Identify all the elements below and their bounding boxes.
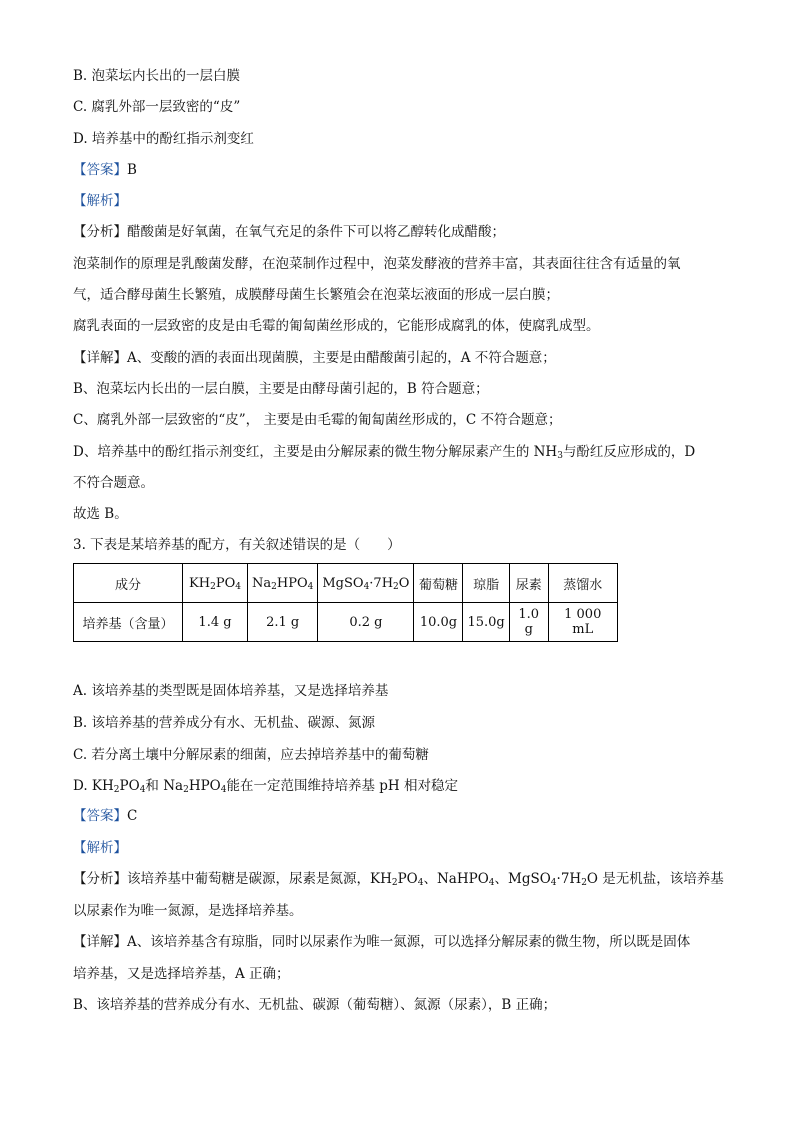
table-cell: 1.4 g <box>183 603 248 642</box>
table-row-label: 培养基（含量） <box>74 603 183 642</box>
xiangjie-a-text: A、该培养基含有琼脂，同时以尿素作为唯一氮源，可以选择分解尿素的微生物，所以既是固体 <box>127 934 691 950</box>
option-b: B. 泡菜坛内长出的一层白膜 <box>73 68 241 84</box>
table-cell: 尿素 <box>509 564 548 603</box>
table-cell: 15.0g <box>463 603 509 642</box>
conclusion: 故选 B。 <box>73 506 128 522</box>
table-cell: 2.1 g <box>248 603 318 642</box>
analysis-label: 【解析】 <box>73 193 127 209</box>
table-cell: $Na_2HPO_4$ <box>248 564 318 603</box>
paragraph-line: 泡菜制作的原理是乳酸菌发酵，在泡菜制作过程中，泡菜发酵液的营养丰富，其表面往往含有适量的氧 <box>73 256 681 272</box>
detail-d-text: 与酚红反应形成的，D <box>562 444 696 460</box>
table-cell: 1 000 mL <box>548 603 617 642</box>
table-cell: $MgSO_4\cdot 7H_2O$ <box>318 564 414 603</box>
fenxi-text: 醋酸菌是好氧菌，在氧气充足的条件下可以将乙醇转化成醋酸； <box>127 224 505 240</box>
detail-d-text: D、培养基中的酚红指示剂变红，主要是由分解尿素的微生物分解尿素产生的 NH <box>73 444 558 460</box>
xiangjie-label: 【详解】 <box>73 350 127 366</box>
answer-label: 【答案】 <box>73 808 127 824</box>
table-cell: 琼脂 <box>463 564 509 603</box>
answer-line <box>73 160 734 180</box>
paragraph-line: 以尿素作为唯一氮源，是选择培养基。 <box>73 903 303 919</box>
xiangjie-a-text: A、变酸的酒的表面出现菌膜，主要是由醋酸菌引起的，A 不符合题意； <box>127 350 556 366</box>
detail-c: C、腐乳外部一层致密的“皮”， 主要是由毛霉的匍匐菌丝形成的，C 不符合题意； <box>73 412 562 428</box>
detail-a <box>73 932 734 952</box>
answer-value: C <box>127 808 138 824</box>
detail-a-continued: 培养基，又是选择培养基，A 正确； <box>73 966 290 982</box>
detail-b: B、该培养基的营养成分有水、无机盐、碳源（葡萄糖）、氮源（尿素），B 正确； <box>73 997 557 1013</box>
option-d: D. $KH_2PO_4$和 $Na_2HPO_4$能在一定范围维持培养基 pH 相对稳定 <box>73 778 458 795</box>
table-cell: 1.0 g <box>509 603 548 642</box>
table-row <box>74 564 618 603</box>
analysis-fenxi <box>73 222 734 242</box>
medium-recipe-table <box>73 563 618 642</box>
table-cell: 蒸馏水 <box>548 564 617 603</box>
subscript: 3 <box>557 451 563 461</box>
option-a: A. 该培养基的类型既是固体培养基，又是选择培养基 <box>73 683 389 699</box>
table-cell: 0.2 g <box>318 603 414 642</box>
xiangjie-label: 【详解】 <box>73 934 127 950</box>
table-cell: 10.0g <box>414 603 463 642</box>
fenxi-label: 【分析】 <box>73 224 127 240</box>
detail-d-continued: 不符合题意。 <box>73 475 154 491</box>
option-b: B. 该培养基的营养成分有水、无机盐、碳源、氮源 <box>73 715 376 731</box>
fenxi-label: 【分析】 <box>73 871 127 887</box>
option-c: C. 腐乳外部一层致密的“皮” <box>73 99 241 115</box>
table-header-label: 成分 <box>74 564 183 603</box>
answer-label: 【答案】 <box>73 162 127 178</box>
analysis-label: 【解析】 <box>73 840 127 856</box>
analysis-fenxi: 【分析】该培养基中葡萄糖是碳源，尿素是氮源，$KH_2PO_4$、NaHPO$_4$、$MgSO_4\cdot 7H_2O$ 是无机盐，该培养基 <box>73 871 724 888</box>
option-d: D. 培养基中的酚红指示剂变红 <box>73 131 254 147</box>
table-cell: 葡萄糖 <box>414 564 463 603</box>
detail-b: B、泡菜坛内长出的一层白膜，主要是由酵母菌引起的，B 符合题意； <box>73 381 489 397</box>
answer-value: B <box>127 162 137 178</box>
detail-a <box>73 348 734 368</box>
detail-d <box>73 442 734 462</box>
table-cell: $KH_2PO_4$ <box>183 564 248 603</box>
paragraph-line: 气，适合酵母菌生长繁殖，成膜酵母菌生长繁殖会在泡菜坛液面的形成一层白膜； <box>73 287 559 303</box>
answer-line <box>73 806 734 826</box>
table-row <box>74 603 618 642</box>
question-3-stem: 3. 下表是某培养基的配方，有关叙述错误的是（ ） <box>73 537 401 553</box>
option-c: C. 若分离土壤中分解尿素的细菌，应去掉培养基中的葡萄糖 <box>73 747 429 763</box>
paragraph-line: 腐乳表面的一层致密的皮是由毛霉的匍匐菌丝形成的，它能形成腐乳的体，使腐乳成型。 <box>73 318 600 334</box>
